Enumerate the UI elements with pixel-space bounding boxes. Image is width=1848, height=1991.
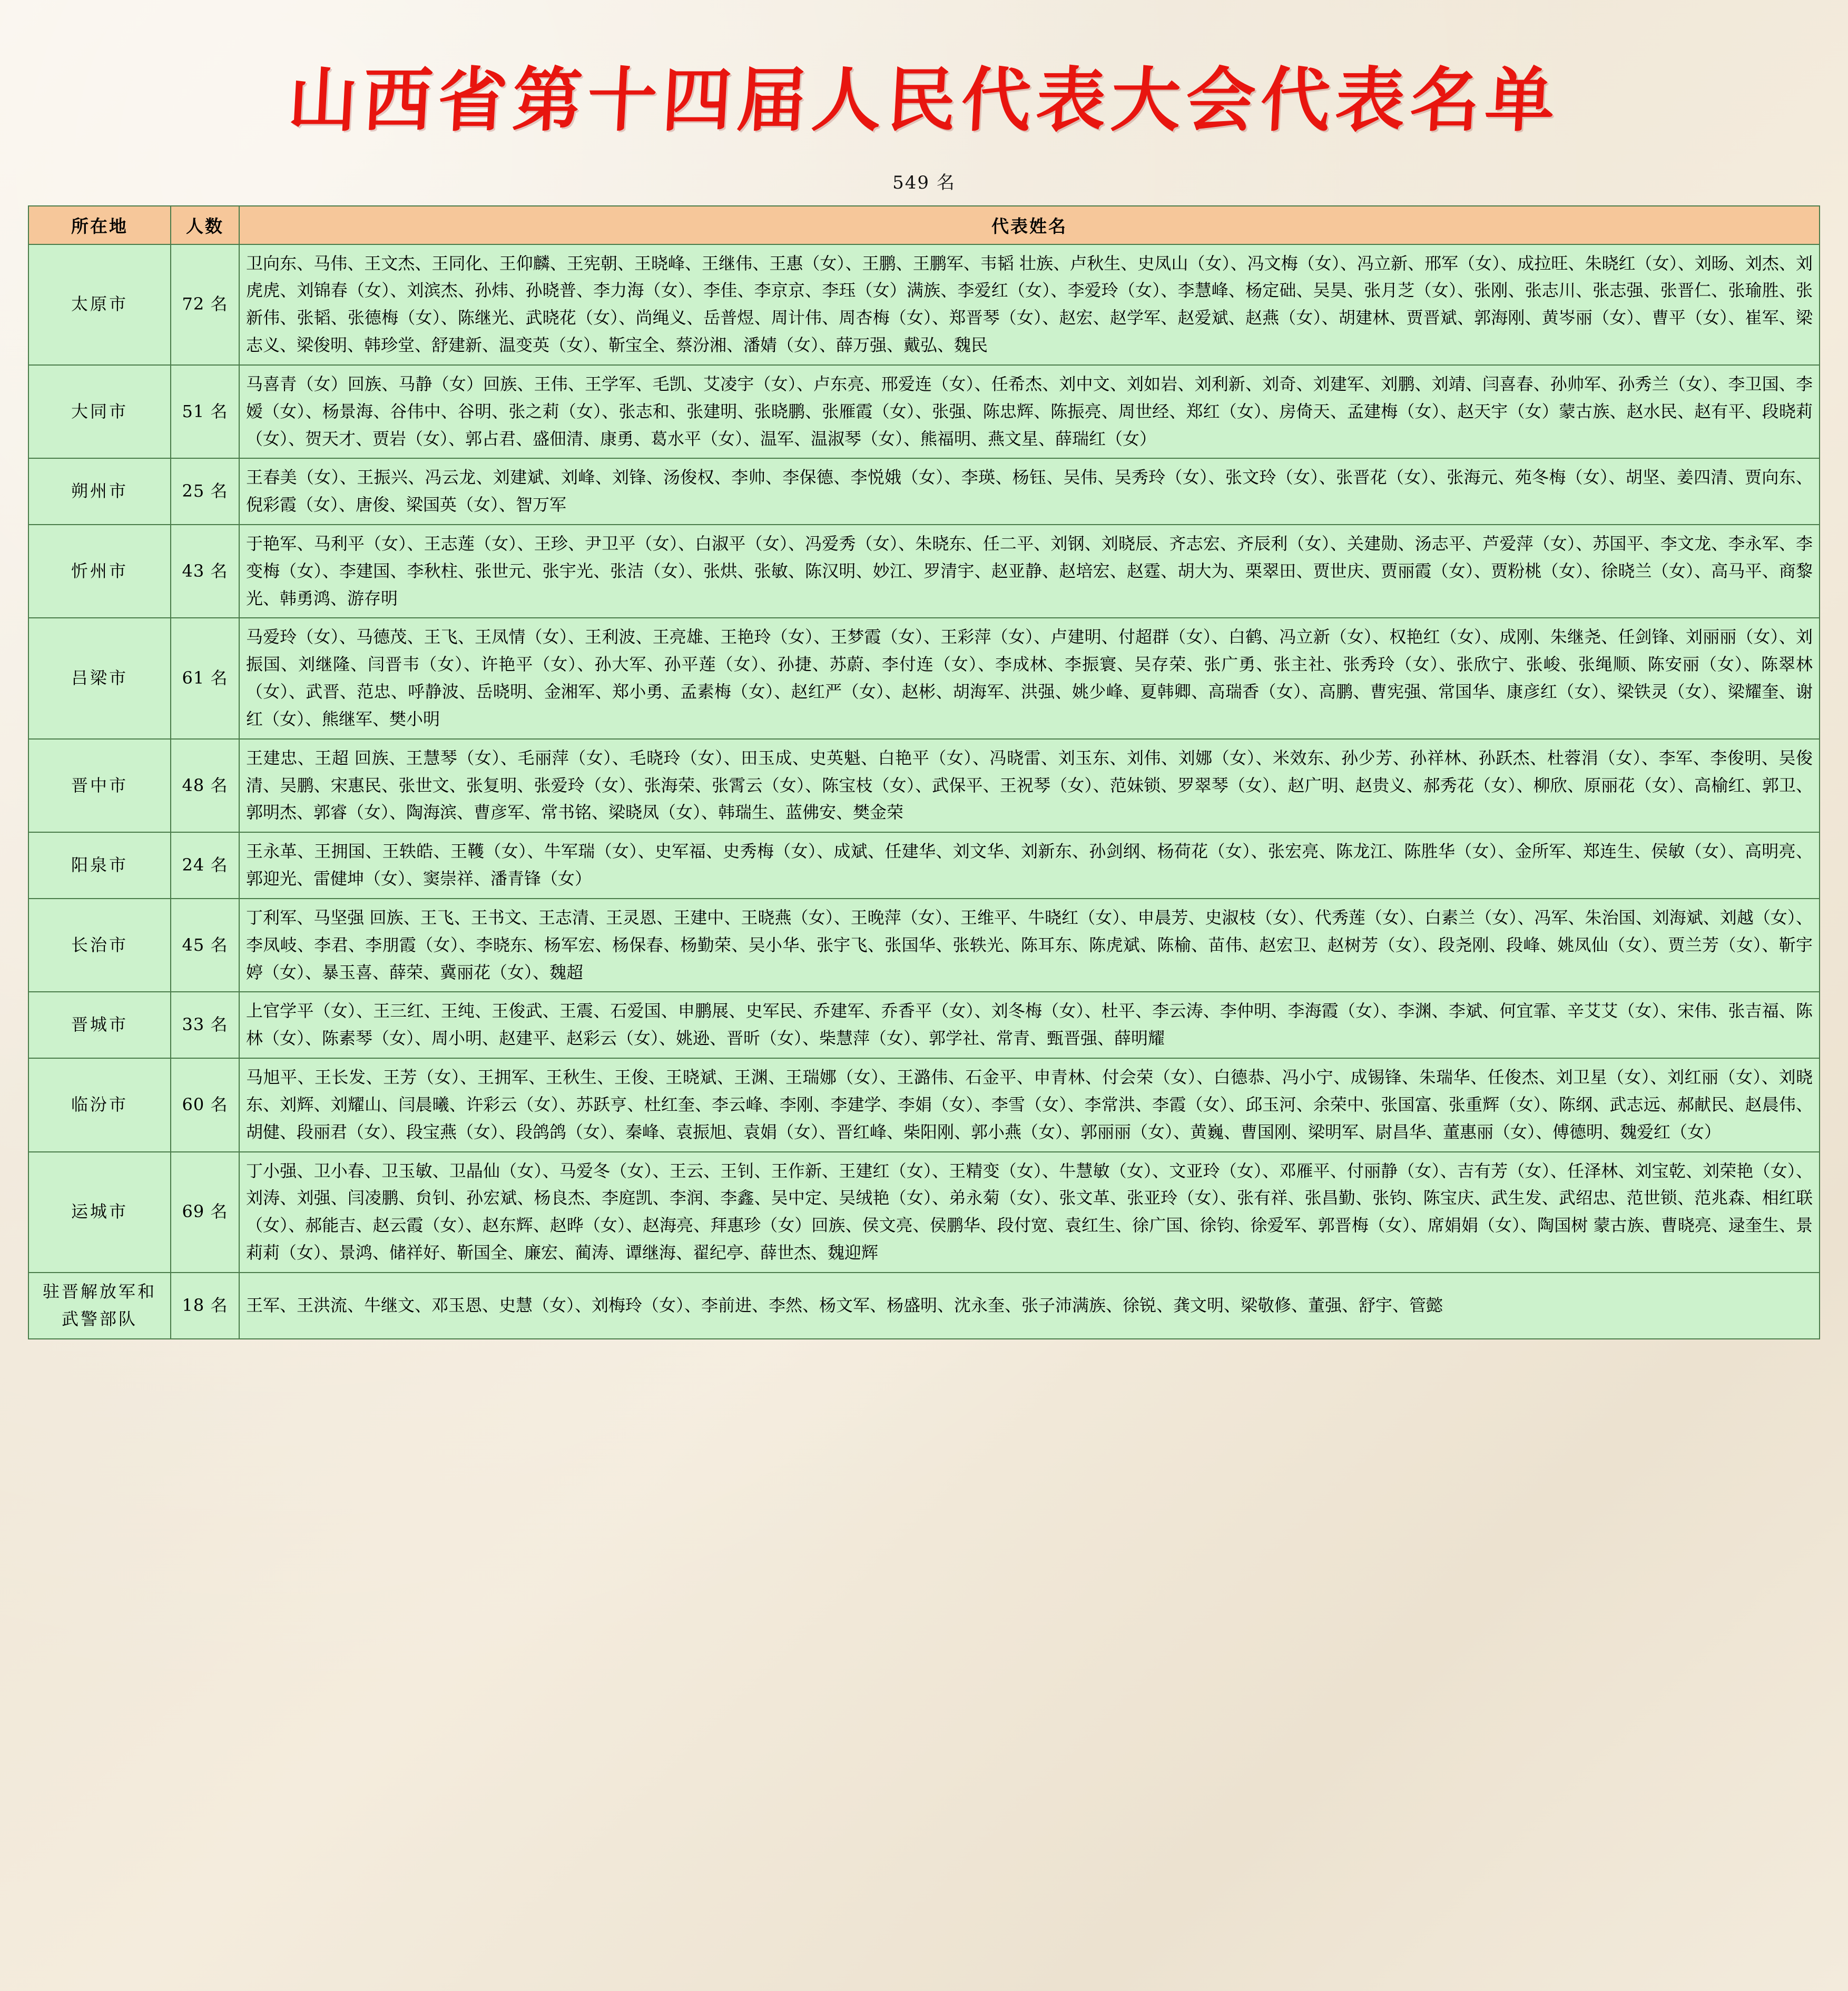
cell-region: 大同市: [28, 365, 171, 458]
cell-names: 王军、王洪流、牛继文、邓玉恩、史慧（女）、刘梅玲（女）、李前进、李然、杨文军、杨盛明、沈永奎、张子沛满族、徐锐、龚文明、梁敬修、董强、舒宇、管懿: [239, 1273, 1820, 1339]
table-row: [28, 899, 1820, 992]
table-row: [28, 618, 1820, 738]
cell-count: 72 名: [171, 244, 239, 365]
cell-names: 马爱玲（女）、马德茂、王飞、王凤情（女）、王利波、王亮雄、王艳玲（女）、王梦霞（女）、王彩萍（女）、卢建明、付超群（女）、白鹤、冯立新（女）、权艳红（女）、成刚、朱继尧、任剑锋、刘丽丽（女）、刘振国、刘继隆、闫晋韦（女）、许艳平（女）、孙大军、孙平莲（女）、孙捷、苏蔚、李付连（女）、李成林、李振寰、吴存荣、张广勇、张主社、张秀玲（女）、张欣宁、张峻、张绳顺、陈安丽（女）、陈翠林（女）、武晋、范忠、呼静波、岳晓明、金湘军、郑小勇、孟素梅（女）、赵红严（女）、赵彬、胡海军、洪强、姚少峰、夏韩卿、高瑞香（女）、高鹏、曹宪强、常国华、康彦红（女）、梁铁灵（女）、梁耀奎、谢红（女）、熊继军、樊小明: [239, 618, 1820, 738]
cell-names: 王永革、王拥国、王轶皓、王韄（女）、牛军瑞（女）、史军福、史秀梅（女）、成斌、任建华、刘文华、刘新东、孙剑纲、杨荷花（女）、张宏亮、陈龙江、陈胜华（女）、金所军、郑连生、侯敏（女）、高明亮、郭迎光、雷健坤（女）、窦崇祥、潘青锋（女）: [239, 832, 1820, 899]
cell-count: 48 名: [171, 739, 239, 832]
cell-count: 60 名: [171, 1058, 239, 1151]
cell-count: 45 名: [171, 899, 239, 992]
cell-region: 晋城市: [28, 992, 171, 1058]
table-row: [28, 739, 1820, 832]
cell-region: 临汾市: [28, 1058, 171, 1151]
cell-names: 丁小强、卫小春、卫玉敏、卫晶仙（女）、马爱冬（女）、王云、王钊、王作新、王建红（女）、王精变（女）、牛慧敏（女）、文亚玲（女）、邓雁平、付丽静（女）、吉有芳（女）、任泽林、刘宝乾、刘荣艳（女）、刘涛、刘强、闫凌鹏、贠钊、孙宏斌、杨良杰、李庭凯、李润、李鑫、吴中定、吴绒艳（女）、弟永菊（女）、张文革、张亚玲（女）、张有祥、张昌勤、张钧、陈宝庆、武生发、武绍忠、范世锁、范兆森、相红联（女）、郝能吉、赵云霞（女）、赵东辉、赵晔（女）、赵海亮、拜惠珍（女）回族、侯文亮、侯鹏华、段付宽、袁红生、徐广国、徐钧、徐爱军、郭晋梅（女）、席娟娟（女）、陶国树 蒙古族、曹晓亮、逯奎生、景莉莉（女）、景鸿、储祥好、靳国全、廉宏、蔺涛、谭继海、翟纪亭、薛世杰、魏迎辉: [239, 1152, 1820, 1273]
column-header-names: 代表姓名: [239, 206, 1820, 244]
cell-names: 马旭平、王长发、王芳（女）、王拥军、王秋生、王俊、王晓斌、王渊、王瑞娜（女）、王潞伟、石金平、申青林、付会荣（女）、白德恭、冯小宁、成锡锋、朱瑞华、任俊杰、刘卫星（女）、刘红丽（女）、刘晓东、刘辉、刘耀山、闫晨曦、许彩云（女）、苏跃亨、杜红奎、李云峰、李刚、李建学、李娟（女）、李雪（女）、李常洪、李霞（女）、邱玉河、余荣中、张国富、张重辉（女）、陈纲、武志远、郝献民、赵晨伟、胡健、段丽君（女）、段宝燕（女）、段鸽鸽（女）、秦峰、袁振旭、袁娟（女）、晋红峰、柴阳刚、郭小燕（女）、郭丽丽（女）、黄巍、曹国刚、梁明军、尉昌华、董惠丽（女）、傅德明、魏爱红（女）: [239, 1058, 1820, 1151]
table-row: [28, 365, 1820, 458]
column-header-region: 所在地: [28, 206, 171, 244]
cell-region: 晋中市: [28, 739, 171, 832]
cell-count: 18 名: [171, 1273, 239, 1339]
cell-region: 太原市: [28, 244, 171, 365]
cell-region: 驻晋解放军和武警部队: [28, 1273, 171, 1339]
table-row: [28, 1273, 1820, 1339]
cell-region: 忻州市: [28, 525, 171, 618]
cell-count: 61 名: [171, 618, 239, 738]
cell-region: 阳泉市: [28, 832, 171, 899]
cell-region: 吕梁市: [28, 618, 171, 738]
cell-names: 卫向东、马伟、王文杰、王同化、王仰麟、王宪朝、王晓峰、王继伟、王惠（女）、王鹏、王鹏军、韦韬 壮族、卢秋生、史凤山（女）、冯文梅（女）、冯立新、邢军（女）、成拉旺、朱晓红（女）、刘旸、刘杰、刘虎虎、刘锦春（女）、刘滨杰、孙炜、孙晓普、李力海（女）、李佳、李京京、李珏（女）满族、李爱红（女）、李爱玲（女）、李慧峰、杨定础、吴昊、张月芝（女）、张刚、张志川、张志强、张晋仁、张瑜胜、张新伟、张韬、张德梅（女）、陈继光、武晓花（女）、尚绳义、岳普煜、周计伟、周杏梅（女）、郑晋琴（女）、赵宏、赵学军、赵爱斌、赵燕（女）、胡建林、贾晋斌、郭海刚、黄岑丽（女）、曹平（女）、崔军、梁志义、梁俊明、韩珍堂、舒建新、温变英（女）、靳宝全、蔡汾湘、潘婧（女）、薛万强、戴弘、魏民: [239, 244, 1820, 365]
table-row: [28, 992, 1820, 1058]
roster-body: [28, 244, 1820, 1339]
cell-region: 朔州市: [28, 458, 171, 525]
page-title: 山西省第十四届人民代表大会代表名单: [286, 60, 1562, 141]
table-row: [28, 832, 1820, 899]
cell-count: 51 名: [171, 365, 239, 458]
cell-names: 于艳军、马利平（女）、王志莲（女）、王珍、尹卫平（女）、白淑平（女）、冯爱秀（女）、朱晓东、任二平、刘钢、刘晓辰、齐志宏、齐辰利（女）、关建勋、汤志平、芦爱萍（女）、苏国平、李文龙、李永军、李变梅（女）、李建国、李秋柱、张世元、张宇光、张洁（女）、张烘、张敏、陈汉明、妙江、罗清宇、赵亚静、赵培宏、赵霆、胡大为、栗翠田、贾世庆、贾丽霞（女）、贾粉桃（女）、徐晓兰（女）、高马平、商黎光、韩勇鸿、游存明: [239, 525, 1820, 618]
cell-count: 69 名: [171, 1152, 239, 1273]
table-row: [28, 458, 1820, 525]
title-block: [0, 0, 1848, 139]
cell-names: 丁利军、马坚强 回族、王飞、王书文、王志清、王灵恩、王建中、王晓燕（女）、王晚萍（女）、王维平、牛晓红（女）、申晨芳、史淑枝（女）、代秀莲（女）、白素兰（女）、冯军、朱治国、刘海斌、刘越（女）、李凤岐、李君、李朋霞（女）、李晓东、杨军宏、杨保春、杨勤荣、吴小华、张宇飞、张国华、张轶光、陈耳东、陈虎斌、陈榆、苗伟、赵宏卫、赵树芳（女）、段尧刚、段峰、姚凤仙（女）、贾兰芳（女）、靳宇婷（女）、暴玉喜、薛荣、冀丽花（女）、魏超: [239, 899, 1820, 992]
cell-count: 43 名: [171, 525, 239, 618]
column-header-count: 人数: [171, 206, 239, 244]
table-header-row: [28, 206, 1820, 244]
cell-count: 33 名: [171, 992, 239, 1058]
table-row: [28, 244, 1820, 365]
cell-names: 马喜青（女）回族、马静（女）回族、王伟、王学军、毛凯、艾凌宇（女）、卢东亮、邢爱连（女）、任希杰、刘中文、刘如岩、刘利新、刘奇、刘建军、刘鹏、刘靖、闫喜春、孙帅军、孙秀兰（女）、李卫国、李嫒（女）、杨景海、谷伟中、谷明、张之莉（女）、张志和、张建明、张晓鹏、张雁霞（女）、张强、陈忠辉、陈振亮、周世经、郑红（女）、房倚天、孟建梅（女）、赵天宇（女）蒙古族、赵水民、赵有平、段晓莉（女）、贺天才、贾岩（女）、郭占君、盛佃清、康勇、葛水平（女）、温军、温淑琴（女）、熊福明、燕文星、薛瑞红（女）: [239, 365, 1820, 458]
table-row: [28, 525, 1820, 618]
cell-region: 运城市: [28, 1152, 171, 1273]
cell-count: 25 名: [171, 458, 239, 525]
total-count: 549 名: [892, 172, 956, 193]
cell-count: 24 名: [171, 832, 239, 899]
cell-region: 长治市: [28, 899, 171, 992]
table-row: [28, 1152, 1820, 1273]
cell-names: 上官学平（女）、王三红、王纯、王俊武、王震、石爱国、申鹏展、史军民、乔建军、乔香平（女）、刘冬梅（女）、杜平、李云涛、李仲明、李海霞（女）、李渊、李斌、何宜霏、辛艾艾（女）、宋伟、张吉福、陈林（女）、陈素琴（女）、周小明、赵建平、赵彩云（女）、姚逊、晋昕（女）、柴慧萍（女）、郭学社、常青、甄晋强、薛明耀: [239, 992, 1820, 1058]
cell-names: 王建忠、王超 回族、王慧琴（女）、毛丽萍（女）、毛晓玲（女）、田玉成、史英魁、白艳平（女）、冯晓雷、刘玉东、刘伟、刘娜（女）、米效东、孙少芳、孙祥林、孙跃杰、杜蓉涓（女）、李军、李俊明、吴俊清、吴鹏、宋惠民、张世文、张复明、张爱玲（女）、张海荣、张霄云（女）、陈宝枝（女）、武保平、王祝琴（女）、范妹锁、罗翠琴（女）、赵广明、赵贵义、郝秀花（女）、柳欣、原丽花（女）、高榆红、郭卫、郭明杰、郭睿（女）、陶海滨、曹彦军、常书铭、梁晓凤（女）、韩瑞生、蓝佛安、樊金荣: [239, 739, 1820, 832]
table-row: [28, 1058, 1820, 1151]
roster-table: [28, 205, 1820, 1339]
cell-names: 王春美（女）、王振兴、冯云龙、刘建斌、刘峰、刘锋、汤俊权、李帅、李保德、李悦娥（女）、李瑛、杨钰、吴伟、吴秀玲（女）、张文玲（女）、张晋花（女）、张海元、苑冬梅（女）、胡坚、姜四清、贾向东、倪彩霞（女）、唐俊、梁国英（女）、智万军: [239, 458, 1820, 525]
